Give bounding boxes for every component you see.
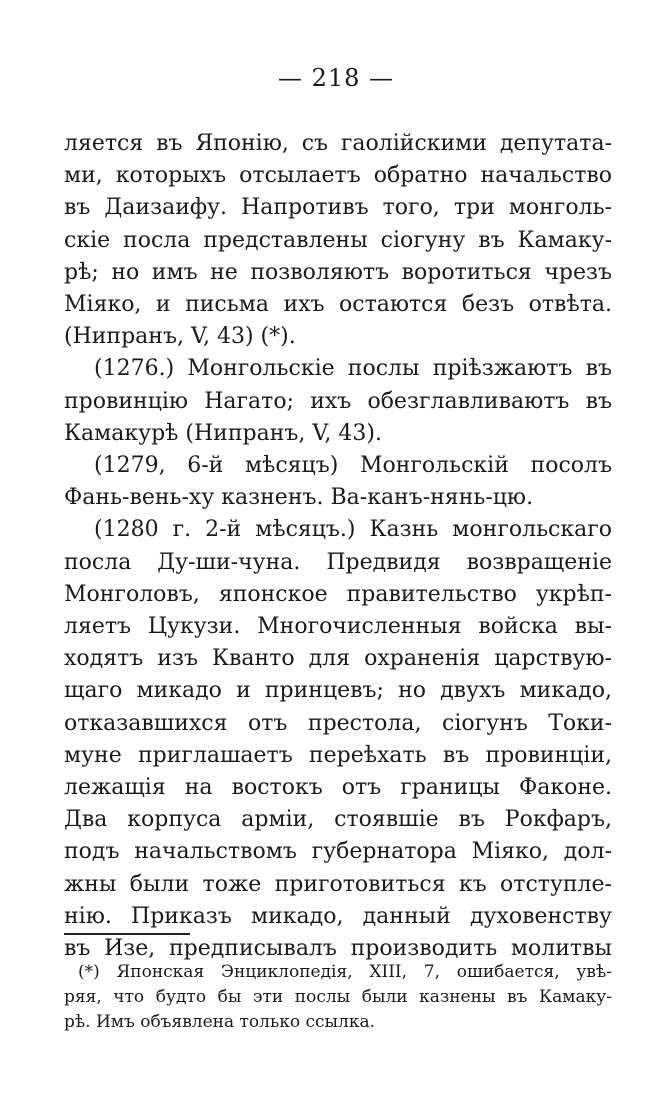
text-line: муне приглашаетъ переѣхать въ провинціи, <box>64 742 612 768</box>
footnote-line: (*) Японская Энциклопедія, XIII, 7, ошибается, увѣ- <box>78 962 612 982</box>
text-line: посла Ду-ши-чуна. Предвидя возвращеніе <box>64 549 612 575</box>
text-line: подъ начальствомъ губернатора Міяко, дол- <box>64 839 612 865</box>
text-line: щаго микадо и принцевъ; но двухъ микадо, <box>64 678 612 704</box>
footnote-divider <box>64 933 190 935</box>
footnote-line: ряя, что будто бы эти послы были казнены въ Камаку- <box>64 987 612 1007</box>
footnote <box>64 960 612 1035</box>
text-line: отказавшихся отъ престола, сіогунъ Токи- <box>64 710 612 736</box>
text-line: ходятъ изъ Кванто для охраненія царствую- <box>64 646 612 672</box>
text-line: лежащія на востокъ отъ границы Факоне. <box>64 775 612 801</box>
text-line: въ Изе, предписывалъ производить молитвы <box>64 936 612 962</box>
text-line: (1279, 6-й мѣсяцъ) Монгольскій посолъ <box>94 453 612 479</box>
text-line: нію. Приказъ микадо, данный духовенству <box>64 903 612 929</box>
body-text <box>64 128 612 965</box>
text-line: Монголовъ, японское правительство укрѣп- <box>64 581 612 607</box>
text-line: Камакурѣ (Нипранъ, V, 43). <box>64 420 382 446</box>
footnote-line: рѣ. Имъ объявлена только ссылка. <box>64 1012 376 1032</box>
text-line: скіе посла представлены сіогуну въ Камаку- <box>64 227 612 253</box>
text-line: Два корпуса арміи, стоявшіе въ Рокфаръ, <box>64 807 612 833</box>
text-line: ми, которыхъ отсылаетъ обратно начальство <box>64 163 612 189</box>
text-line: Міяко, и письма ихъ остаются безъ отвѣта. <box>64 292 612 318</box>
text-line: Фань-вень-ху казненъ. Ва-канъ-нянь-цю. <box>64 485 534 511</box>
text-line: рѣ; но имъ не позволяютъ воротиться чрезъ <box>64 259 612 285</box>
text-line: (Нипранъ, V, 43) (*). <box>64 324 296 350</box>
text-line: провинцію Нагато; ихъ обезглавливаютъ въ <box>64 388 612 414</box>
text-line: (1276.) Монгольскіе послы пріѣзжаютъ въ <box>94 356 612 382</box>
text-line: въ Даизаифу. Напротивъ того, три монголь- <box>64 195 612 221</box>
text-line: ляется въ Японію, съ гаолійскими депутата- <box>64 131 612 156</box>
text-line: жны были тоже приготовиться къ отступле- <box>64 871 612 897</box>
text-line: ляетъ Цукузи. Многочисленныя войска вы- <box>64 614 612 640</box>
page-number: — 218 — <box>277 64 395 92</box>
text-line: (1280 г. 2-й мѣсяцъ.) Казнь монгольскаго <box>94 517 612 543</box>
